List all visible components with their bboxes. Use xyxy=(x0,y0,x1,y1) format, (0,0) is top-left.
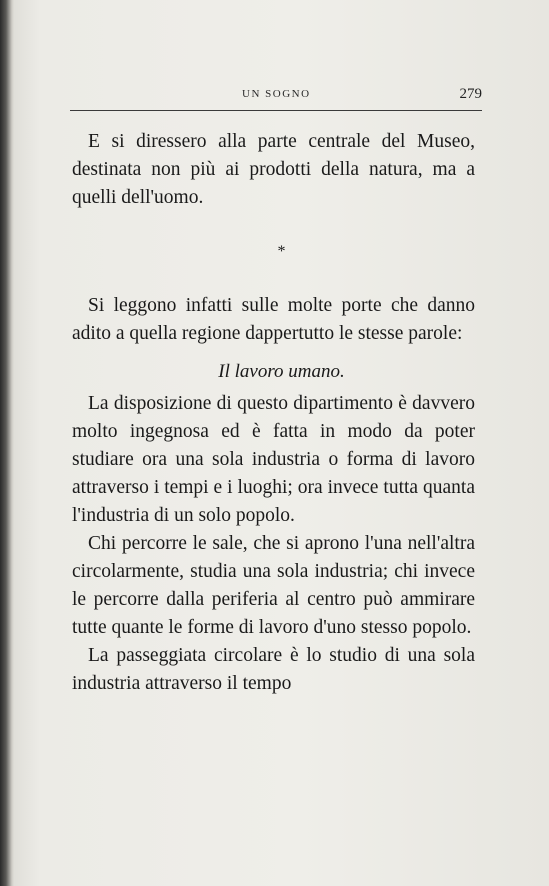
paragraph-3: La disposizione di questo dipartimento è davvero molto ingegnosa ed è fatta in modo da poter studiare ora una sola industria o forma di lavoro attraverso i tempi e i luoghi; ora invece tutta quanta l'industria di un solo popolo. xyxy=(72,393,475,526)
book-spine-edge xyxy=(0,0,14,886)
paragraph-4: Chi percorre le sale, che si aprono l'una nell'altra circolarmente, studia una sola industria; chi invece le percorre dalla periferia al centro può ammirare tutte quante le forme di lavoro d'uno stesso popolo. xyxy=(72,533,475,638)
page-header xyxy=(70,88,482,110)
page-body xyxy=(72,128,475,698)
paragraph-2: Si leggono infatti sulle molte porte che danno adito a quella regione dappertutto le stesse parole: xyxy=(72,295,475,344)
page-number: 279 xyxy=(459,86,482,102)
section-heading: Il lavoro umano. xyxy=(218,361,345,382)
paragraph-5: La passeggiata circolare è lo studio di una sola industria attraverso il tempo xyxy=(72,645,475,694)
header-rule xyxy=(70,110,482,111)
paragraph-1: E si diressero alla parte centrale del Museo, destinata non più ai prodotti della natura, ma a quelli dell'uomo. xyxy=(72,131,475,208)
section-break-asterism: * xyxy=(277,243,286,260)
running-title: UN SOGNO xyxy=(242,88,311,100)
